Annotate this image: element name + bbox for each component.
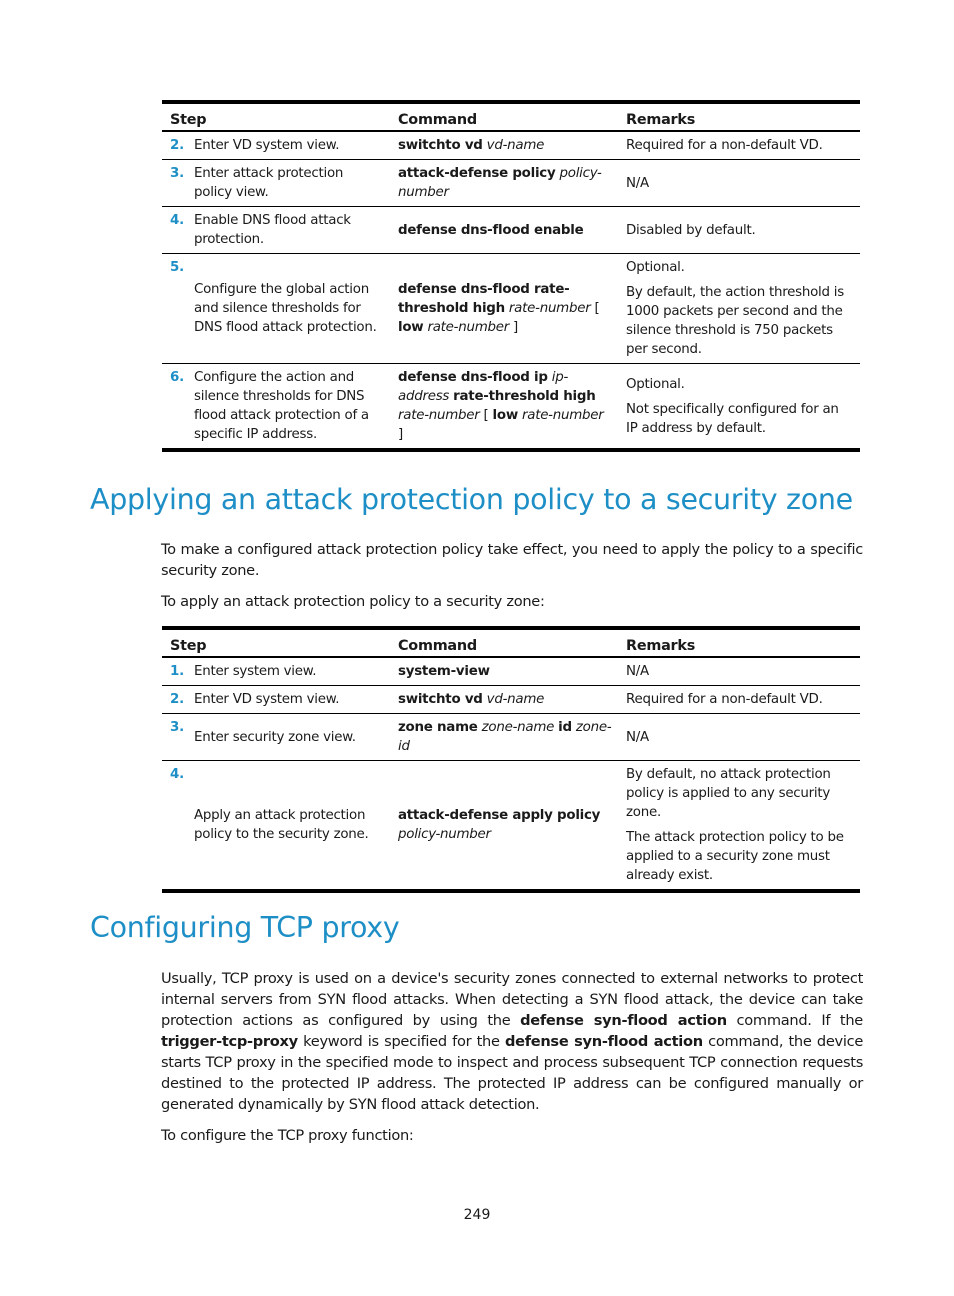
- text-run: command, the device starts TCP proxy in the specified mode to inspect and process subsequent TCP connection requests destined to the protected IP address. The protected IP address can be configured manually or generated dynamically by SYN flood attack detection.: [161, 1033, 863, 1113]
- step-number: 3.: [162, 160, 186, 207]
- step-command: [390, 761, 618, 892]
- command-keyword: defense dns-flood enable: [398, 222, 584, 238]
- step-command: [390, 364, 618, 451]
- step-command: [390, 657, 618, 686]
- command-argument: rate-number: [508, 301, 591, 316]
- table-row: [162, 686, 860, 714]
- command-keyword: rate-threshold high: [453, 389, 596, 404]
- step-number: 4.: [162, 207, 186, 254]
- page-number: 249: [463, 1207, 491, 1223]
- step-remarks: [618, 714, 860, 761]
- command-keyword: switchto vd: [398, 138, 483, 153]
- step-description: Configure the action and silence thresholds for DNS flood attack protection of a specific IP address.: [186, 364, 390, 451]
- step-number: 4.: [162, 761, 186, 892]
- remark-line: N/A: [626, 664, 649, 679]
- remark-line: By default, the action threshold is 1000 packets per second and the silence threshold is 750 packets per second.: [626, 285, 844, 357]
- column-header-remarks: Remarks: [618, 628, 860, 657]
- command-keyword: system-view: [398, 664, 490, 679]
- text-run: ]: [508, 320, 518, 335]
- table-row: [162, 160, 860, 207]
- step-description: Apply an attack protection policy to the security zone.: [186, 761, 390, 892]
- step-number: 2.: [162, 131, 186, 160]
- step-remarks: [618, 657, 860, 686]
- step-number: 6.: [162, 364, 186, 451]
- command-argument: policy-number: [398, 827, 491, 842]
- command-argument: ip-address: [398, 370, 569, 404]
- text-run: keyword is specified for the: [297, 1033, 505, 1050]
- step-remarks: [618, 686, 860, 714]
- table-row: [162, 364, 860, 451]
- remark-line: Disabled by default.: [626, 222, 756, 238]
- table-header-row: [162, 628, 860, 657]
- section1-intro-paragraph: To make a configured attack protection policy take effect, you need to apply the policy to a specific security zone.: [161, 541, 863, 579]
- step-remarks: [618, 364, 860, 451]
- step-description: Enable DNS flood attack protection.: [186, 207, 390, 254]
- remark-line: Required for a non-default VD.: [626, 138, 823, 153]
- table-row: [162, 657, 860, 686]
- remark-line: By default, no attack protection policy is applied to any security zone.: [626, 767, 831, 820]
- command-keyword: defense dns-flood ip: [398, 370, 548, 385]
- command-argument: rate-number: [427, 320, 509, 335]
- command-keyword: defense dns-flood rate-threshold high: [398, 282, 570, 316]
- text-run: [: [479, 408, 493, 423]
- step-number: 5.: [162, 254, 186, 364]
- remark-line: The attack protection policy to be applied to a security zone must already exist.: [626, 830, 844, 883]
- step-command: [390, 254, 618, 364]
- command-argument: policy-number: [398, 166, 602, 200]
- text-run: Usually, TCP proxy is used on a device's security zones connected to external networks to protect internal servers from SYN flood attacks. When detecting a SYN flood attack, the device can take protection actions as configured by using the: [161, 970, 863, 1029]
- text-run: [: [590, 301, 600, 316]
- table-row: [162, 131, 860, 160]
- step-command: [390, 160, 618, 207]
- command-keyword: attack-defense policy: [398, 166, 556, 181]
- column-header-remarks: Remarks: [618, 102, 860, 131]
- command-keyword: attack-defense apply policy: [398, 808, 601, 823]
- remark-line: N/A: [626, 175, 649, 191]
- step-description: Enter system view.: [186, 657, 390, 686]
- apply-policy-steps-table: [162, 626, 860, 893]
- section2-intro-paragraph: [161, 968, 863, 1115]
- text-run: ]: [398, 427, 403, 442]
- section-heading-apply-policy: Applying an attack protection policy to a security zone: [90, 483, 853, 516]
- dns-flood-steps-table: [162, 100, 860, 452]
- command-keyword: switchto vd: [398, 692, 483, 707]
- column-header-command: Command: [390, 102, 618, 131]
- column-header-step: Step: [162, 102, 390, 131]
- table-row: [162, 254, 860, 364]
- remark-line: Not specifically configured for an IP address by default.: [626, 401, 839, 436]
- step-remarks: [618, 160, 860, 207]
- step-remarks: [618, 254, 860, 364]
- step-description: Enter VD system view.: [186, 131, 390, 160]
- step-number: 2.: [162, 686, 186, 714]
- command-argument: zone-id: [398, 720, 612, 754]
- step-command: [390, 207, 618, 254]
- step-description: Configure the global action and silence thresholds for DNS flood attack protection.: [186, 254, 390, 364]
- step-remarks: [618, 131, 860, 160]
- table-row: [162, 761, 860, 892]
- command-keyword: trigger-tcp-proxy: [161, 1033, 298, 1050]
- remark-line: Optional.: [626, 376, 685, 392]
- command-argument: rate-number: [398, 408, 480, 423]
- command-keyword: id: [558, 720, 572, 735]
- section2-lead-in: To configure the TCP proxy function:: [161, 1127, 414, 1144]
- section1-lead-in: To apply an attack protection policy to a security zone:: [161, 593, 545, 610]
- section-heading-tcp-proxy: Configuring TCP proxy: [90, 911, 400, 944]
- command-keyword: defense syn-flood action: [520, 1012, 727, 1029]
- step-number: 3.: [162, 714, 186, 761]
- text-run: command. If the: [726, 1012, 863, 1029]
- step-remarks: [618, 207, 860, 254]
- remark-line: Optional.: [626, 260, 685, 275]
- table-row: [162, 714, 860, 761]
- command-keyword: low: [398, 320, 424, 335]
- step-command: [390, 714, 618, 761]
- step-description: Enter attack protection policy view.: [186, 160, 390, 207]
- command-argument: vd-name: [486, 138, 545, 153]
- step-description: Enter security zone view.: [186, 714, 390, 761]
- table-header-row: [162, 102, 860, 131]
- step-number: 1.: [162, 657, 186, 686]
- remark-line: N/A: [626, 729, 649, 745]
- table-row: [162, 207, 860, 254]
- command-keyword: low: [492, 408, 518, 423]
- step-command: [390, 686, 618, 714]
- column-header-command: Command: [390, 628, 618, 657]
- command-argument: rate-number: [521, 408, 604, 423]
- command-argument: zone-name: [481, 720, 555, 735]
- command-keyword: zone name: [398, 720, 478, 735]
- remark-line: Required for a non-default VD.: [626, 692, 823, 707]
- step-command: [390, 131, 618, 160]
- column-header-step: Step: [162, 628, 390, 657]
- command-argument: vd-name: [486, 692, 545, 707]
- step-description: Enter VD system view.: [186, 686, 390, 714]
- step-remarks: [618, 761, 860, 892]
- command-keyword: defense syn-flood action: [504, 1033, 703, 1050]
